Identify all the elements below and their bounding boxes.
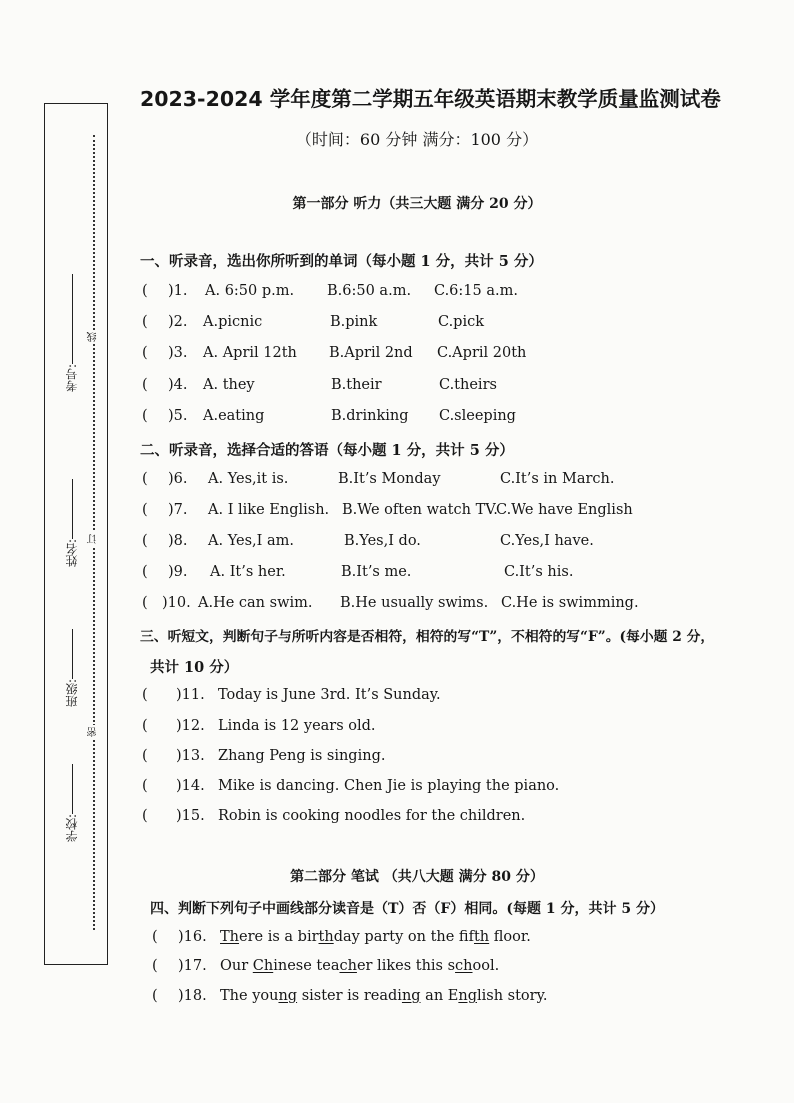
- question-number: )17.: [178, 958, 207, 974]
- text-part: sister is readi: [297, 988, 402, 1004]
- option-c: C.It’s in March.: [500, 471, 615, 487]
- text-part: an E: [420, 988, 459, 1004]
- option-b: B.pink: [330, 314, 378, 330]
- question-4: [140, 377, 780, 399]
- underlined-part: th: [473, 929, 490, 945]
- section4-heading: 四、判断下列句子中画线部分读音是（T）否（F）相同。(每题 1 分，共计 5 分）: [150, 901, 664, 917]
- question-number: )2.: [168, 314, 188, 330]
- statement-text: Mike is dancing. Chen Jie is playing the piano.: [218, 778, 560, 794]
- section2-heading: 二、听录音，选择合适的答语（每小题 1 分，共计 5 分）: [140, 442, 514, 459]
- option-a: A. April 12th: [203, 345, 297, 361]
- option-c: C.Yes,I have.: [500, 533, 594, 549]
- mark-ding: 订: [88, 534, 99, 544]
- question-17: [150, 958, 790, 980]
- sentence-text: [220, 988, 547, 1004]
- question-7: [140, 502, 780, 524]
- class-field: [52, 625, 92, 707]
- answer-paren[interactable]: (: [142, 502, 148, 518]
- underlined-part: ch: [339, 958, 357, 974]
- question-11: [140, 687, 780, 709]
- option-a: A. they: [203, 377, 255, 393]
- option-b: B.We often watch TV.: [342, 502, 498, 518]
- question-15: [140, 808, 780, 830]
- mark-mi: 密: [88, 727, 99, 737]
- option-c: C.It’s his.: [504, 564, 574, 580]
- option-b: B.6:50 a.m.: [327, 283, 412, 299]
- answer-paren[interactable]: (: [142, 808, 148, 824]
- question-13: [140, 748, 780, 770]
- question-number: )15.: [176, 808, 205, 824]
- answer-paren[interactable]: (: [142, 345, 148, 361]
- section3-heading-cont: 共计 10 分）: [150, 659, 239, 676]
- name-line: [72, 479, 73, 539]
- answer-paren[interactable]: (: [152, 929, 158, 945]
- underlined-part: ng: [458, 988, 477, 1004]
- option-b: B.Yes,I do.: [344, 533, 421, 549]
- option-c: C.We have English: [496, 502, 633, 518]
- option-a: A. Yes,I am.: [208, 533, 294, 549]
- answer-paren[interactable]: (: [142, 283, 148, 299]
- statement-text: Linda is 12 years old.: [218, 718, 376, 734]
- name-label: 姓名:: [65, 539, 79, 568]
- answer-paren[interactable]: (: [142, 564, 148, 580]
- question-5: [140, 408, 780, 430]
- school-field: [52, 760, 92, 842]
- question-number: )9.: [168, 564, 188, 580]
- question-number: )16.: [178, 929, 207, 945]
- option-a: A.picnic: [203, 314, 263, 330]
- sentence-text: [220, 958, 499, 974]
- question-number: )14.: [176, 778, 205, 794]
- question-number: )10.: [162, 595, 191, 611]
- option-c: C.He is swimming.: [501, 595, 639, 611]
- text-part: er likes this s: [356, 958, 456, 974]
- question-number: )6.: [168, 471, 188, 487]
- underlined-part: th: [318, 929, 334, 945]
- question-number: )1.: [168, 283, 188, 299]
- answer-paren[interactable]: (: [142, 778, 148, 794]
- option-b: B.their: [331, 377, 382, 393]
- underlined-part: ng: [278, 988, 298, 1004]
- option-a: A. I like English.: [208, 502, 330, 518]
- underlined-part: ch: [455, 958, 473, 974]
- section1-heading: 一、听录音，选出你所听到的单词（每小题 1 分，共计 5 分）: [140, 253, 543, 270]
- question-number: )3.: [168, 345, 188, 361]
- class-line: [72, 629, 73, 679]
- question-number: )7.: [168, 502, 188, 518]
- question-number: )4.: [168, 377, 188, 393]
- question-number: )11.: [176, 687, 205, 703]
- answer-paren[interactable]: (: [142, 687, 148, 703]
- mark-xian: 线: [88, 332, 99, 342]
- question-18: [150, 988, 790, 1010]
- option-c: C.theirs: [439, 377, 497, 393]
- sentence-text: [220, 929, 531, 945]
- option-a: A.He can swim.: [198, 595, 313, 611]
- question-2: [140, 314, 780, 336]
- page-subtitle: （时间：60 分钟 满分：100 分）: [295, 130, 539, 149]
- underlined-part: Th: [220, 929, 240, 945]
- option-c: C.6:15 a.m.: [434, 283, 518, 299]
- answer-paren[interactable]: (: [142, 377, 148, 393]
- text-part: ool.: [472, 958, 500, 974]
- question-3: [140, 345, 780, 367]
- answer-paren[interactable]: (: [152, 958, 158, 974]
- question-1: [140, 283, 780, 305]
- question-9: [140, 564, 780, 586]
- class-label: 班级:: [65, 679, 79, 708]
- answer-paren[interactable]: (: [152, 988, 158, 1004]
- answer-paren[interactable]: (: [142, 595, 148, 611]
- option-c: C.sleeping: [439, 408, 516, 424]
- answer-paren[interactable]: (: [142, 748, 148, 764]
- text-part: day party on the fif: [333, 929, 474, 945]
- option-b: B.April 2nd: [329, 345, 413, 361]
- option-b: B.drinking: [331, 408, 409, 424]
- answer-paren[interactable]: (: [142, 533, 148, 549]
- part2-heading: 第二部分 笔试 （共八大题 满分 80 分）: [290, 869, 544, 885]
- option-a: A. Yes,it is.: [208, 471, 289, 487]
- section3-heading: 三、听短文，判断句子与所听内容是否相符，相符的写“T”，不相符的写“F”。(每小题 2 分，: [140, 629, 715, 645]
- text-part: ere is a bir: [239, 929, 319, 945]
- text-part: floor.: [489, 929, 531, 945]
- school-line: [72, 764, 73, 814]
- option-b: B.He usually swims.: [340, 595, 489, 611]
- option-a: A. It’s her.: [210, 564, 286, 580]
- question-14: [140, 778, 780, 800]
- option-b: B.It’s me.: [341, 564, 412, 580]
- underlined-part: ng: [401, 988, 421, 1004]
- text-part: inese tea: [273, 958, 340, 974]
- question-10: [140, 595, 780, 617]
- option-c: C.pick: [438, 314, 485, 330]
- question-number: )8.: [168, 533, 188, 549]
- statement-text: Robin is cooking noodles for the children.: [218, 808, 526, 824]
- number-label: 考号:: [65, 364, 79, 393]
- page-title: 2023-2024 学年度第二学期五年级英语期末教学质量监测试卷: [140, 87, 721, 111]
- text-part: lish story.: [476, 988, 548, 1004]
- text-part: Our: [220, 958, 253, 974]
- statement-text: Today is June 3rd. It’s Sunday.: [218, 687, 441, 703]
- statement-text: Zhang Peng is singing.: [218, 748, 386, 764]
- name-field: [52, 475, 92, 567]
- question-6: [140, 471, 780, 493]
- number-line: [72, 274, 73, 364]
- answer-paren[interactable]: (: [142, 471, 148, 487]
- school-label: 学校:: [65, 814, 79, 843]
- option-b: B.It’s Monday: [338, 471, 441, 487]
- answer-paren[interactable]: (: [142, 408, 148, 424]
- question-12: [140, 718, 780, 740]
- option-a: A.eating: [203, 408, 265, 424]
- question-number: )5.: [168, 408, 188, 424]
- answer-paren[interactable]: (: [142, 314, 148, 330]
- question-16: [150, 929, 790, 951]
- text-part: The you: [220, 988, 279, 1004]
- question-number: )18.: [178, 988, 207, 1004]
- answer-paren[interactable]: (: [142, 718, 148, 734]
- question-8: [140, 533, 780, 555]
- option-a: A. 6:50 p.m.: [205, 283, 295, 299]
- question-number: )12.: [176, 718, 205, 734]
- option-c: C.April 20th: [437, 345, 527, 361]
- part1-heading: 第一部分 听力（共三大题 满分 20 分）: [292, 196, 542, 212]
- question-number: )13.: [176, 748, 205, 764]
- underlined-part: Ch: [252, 958, 274, 974]
